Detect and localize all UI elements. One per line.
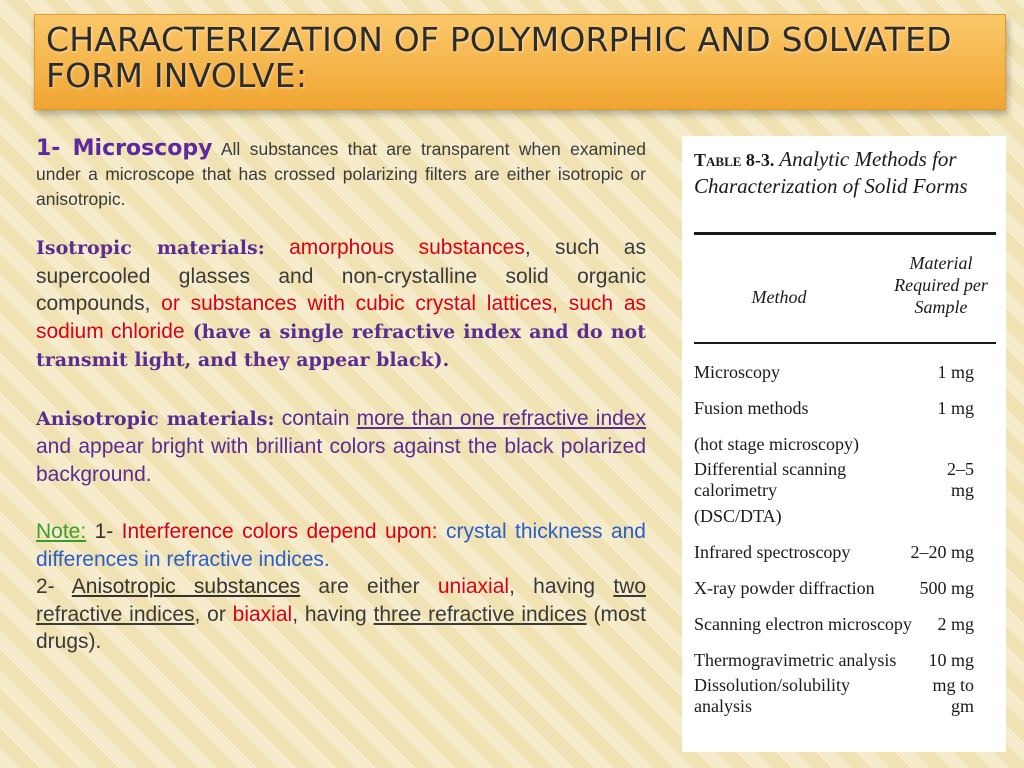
- anisotropic-rest: and appear bright with brilliant colors against the black polarized background.: [36, 435, 646, 486]
- isotropic-paragraph: [36, 234, 646, 375]
- table-method: Infrared spectroscopy: [694, 541, 851, 562]
- table-number: Table 8-3.: [694, 150, 775, 170]
- anisotropic-more: more than one refractive index: [356, 406, 646, 430]
- table-amount: 1 mg: [937, 397, 974, 418]
- content-column: [36, 136, 646, 656]
- note-paragraph: [36, 518, 646, 573]
- table-col-material: Material Required per Sample: [894, 253, 988, 317]
- table-row: [694, 675, 996, 716]
- anisotropic-label: Anisotropic materials:: [36, 407, 275, 430]
- note-uniaxial: uniaxial: [437, 575, 510, 598]
- table-caption-text: Analytic Methods for Characterization of Solid Forms: [694, 147, 968, 198]
- note-num1: 1-: [86, 520, 122, 543]
- table-row: [694, 606, 996, 642]
- anisotropic-contain: contain: [274, 406, 357, 430]
- note-are-either: are either: [300, 575, 438, 598]
- table-row: [694, 354, 996, 390]
- isotropic-cubic: or substances with cubic crystal lattices, such as sodium chloride: [36, 292, 647, 343]
- analytic-methods-table: [682, 136, 1006, 752]
- table-caption: [694, 146, 999, 199]
- table-amount: 2–5 mg: [947, 459, 974, 500]
- isotropic-text: , such as supercooled glasses and non-crystalline solid organic compounds,: [36, 236, 646, 315]
- table-row: [694, 534, 996, 570]
- note-three: three refractive indices: [373, 602, 587, 626]
- table-row: [694, 498, 996, 534]
- isotropic-label: Isotropic materials:: [36, 237, 265, 259]
- note-biaxial: biaxial: [232, 602, 293, 626]
- table-method: Thermogravimetric analysis: [694, 649, 897, 670]
- table-method: X-ray powder diffraction: [694, 577, 875, 598]
- table-method: Differential scanning calorimetry: [694, 459, 847, 500]
- table-amount: 2 mg: [937, 613, 974, 634]
- isotropic-amorphous: amorphous substances: [264, 236, 525, 259]
- note-two: two refractive indices: [36, 575, 646, 626]
- table-row: [694, 390, 996, 426]
- microscopy-paragraph: [36, 136, 646, 212]
- note-or: , or: [194, 602, 233, 626]
- note-anisotropic-paragraph: [36, 573, 646, 656]
- table-row: [694, 570, 996, 606]
- table-method: (DSC/DTA): [694, 505, 782, 526]
- slide-title: CHARACTERIZATION OF POLYMORPHIC AND SOLVATED FORM INVOLVE:: [46, 20, 952, 95]
- isotropic-paren: (have a single refractive index and do not transmit light, and they appear black).: [36, 320, 646, 371]
- table-amount: 500 mg: [919, 577, 974, 598]
- table-row: [694, 426, 996, 462]
- table-method: Scanning electron microscopy: [694, 613, 912, 634]
- note-interference: Interference colors depend upon:: [121, 520, 438, 543]
- note-having2: , having: [292, 602, 374, 626]
- table-header-rule: [694, 342, 996, 344]
- table-amount: 10 mg: [928, 649, 974, 670]
- table-rows: [694, 354, 996, 714]
- note-most: (most drugs).: [36, 602, 646, 653]
- table-row: [694, 642, 996, 678]
- note-num2: 2-: [36, 575, 72, 598]
- note-crystal: crystal thickness and differences in refractive indices.: [36, 520, 646, 571]
- table-amount: 1 mg: [937, 361, 974, 382]
- microscopy-heading: 1- Microscopy: [36, 136, 213, 161]
- microscopy-text: All substances that are transparent when examined under a microscope that has crossed polarizing filters are either isotropic or anisotropic.: [36, 139, 647, 209]
- note-aniso-sub: Anisotropic substances: [71, 575, 301, 598]
- anisotropic-paragraph: [36, 405, 646, 489]
- table-method: (hot stage microscopy): [694, 433, 859, 454]
- table-method: Microscopy: [694, 361, 780, 382]
- table-method: Dissolution/solubility analysis: [694, 675, 851, 716]
- table-col-method: Method: [751, 287, 807, 307]
- table-row: [694, 459, 996, 500]
- table-method: Fusion methods: [694, 397, 809, 418]
- table-amount: 2–20 mg: [910, 541, 974, 562]
- table-top-rule: [694, 232, 996, 235]
- note-label: Note:: [36, 520, 87, 543]
- table-amount: mg to gm: [932, 675, 974, 716]
- note-having1: , having: [509, 575, 614, 598]
